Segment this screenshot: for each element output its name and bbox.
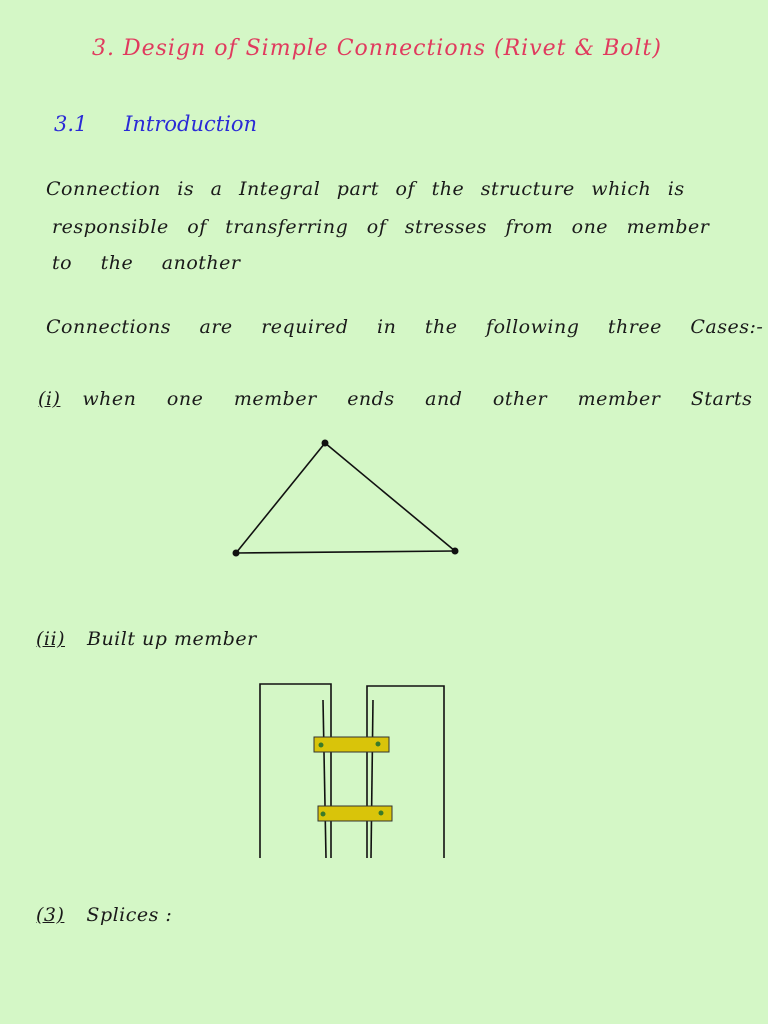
page-title: 3. Design of Simple Connections (Rivet & Bolt) [92,36,662,61]
rivet [321,812,326,817]
definition-line-3: to the another [52,252,241,274]
case-marker: (3) [36,904,65,926]
built-up-member-diagram [260,684,444,858]
case-text: when one member ends and other member Starts [82,388,753,410]
rivet [379,811,384,816]
case-text: Built up member [86,628,257,650]
definition-line-1: Connection is a Integral part of the structure which is [46,178,685,200]
rivet [376,742,381,747]
truss-member-left [236,443,325,553]
channel-right-web [371,700,373,858]
case-marker: (ii) [36,628,65,650]
truss-joint-left [233,550,240,557]
section-number: 3.1 [54,112,88,136]
channel-right [367,686,444,858]
section-title: Introduction [124,112,258,136]
truss-member-right [325,443,455,551]
rivet [319,743,324,748]
case-marker: (i) [38,388,61,410]
channel-left-web [323,700,326,858]
definition-line-2: responsible of transferring of stresses from one member [52,216,710,238]
truss-joint-right [452,548,459,555]
truss-member-bottom [236,551,455,553]
case-text: Splices : [86,904,173,926]
triangle-truss-diagram [233,440,459,557]
cases-intro: Connections are required in the following three Cases:- [46,316,764,338]
truss-joint-top [322,440,329,447]
channel-left [260,684,331,858]
